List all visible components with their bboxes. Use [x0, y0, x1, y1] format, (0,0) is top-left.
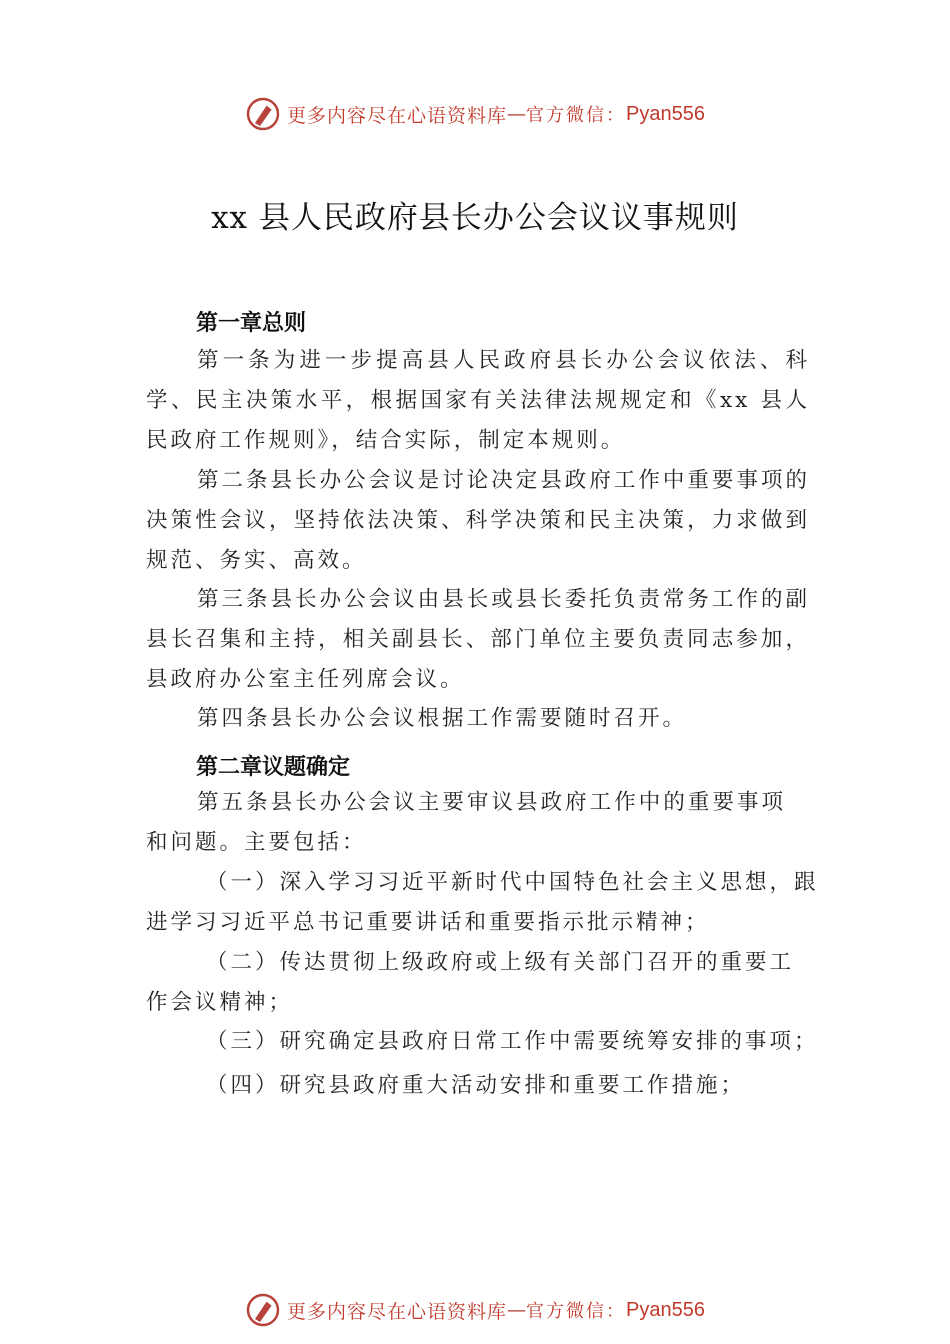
article-5: 第五条县长办公会议主要审议县政府工作中的重要事项和问题。主要包括： [146, 790, 786, 855]
article-1: 第一条为进一步提高县人民政府县长办公会议依法、科学、民主决策水平，根据国家有关法律法规规定和《xx 县人民政府工作规则》，结合实际，制定本规则。 [146, 348, 810, 453]
list-item-1: （一）深入学习习近平新时代中国特色社会主义思想，跟进学习习近平总书记重要讲话和重要指示批示精神； [146, 870, 819, 935]
watermark-dash: — [507, 1299, 527, 1321]
list-item-2: （二）传达贯彻上级政府或上级有关部门召开的重要工作会议精神； [146, 950, 795, 1015]
watermark-brand-text: 更多内容尽在心语资料库 [287, 104, 508, 127]
article-3: 第三条县长办公会议由县长或县长委托负责常务工作的副县长召集和主持，相关副县长、部门单位主要负责同志参加，县政府办公室主任列席会议。 [146, 587, 810, 692]
watermark-brand-text: 更多内容尽在心语资料库 [287, 1300, 508, 1323]
document-title: xx 县人民政府县长办公会议议事规则 [211, 200, 739, 236]
watermark-wechat-id: Pyan556 [626, 1298, 705, 1321]
list-item-4: （四）研究县政府重大活动安排和重要工作措施； [206, 1073, 746, 1098]
pen-nib-logo-icon [245, 1292, 281, 1328]
watermark-official-label: 官方微信： [526, 105, 627, 126]
pen-nib-logo-icon [245, 96, 281, 132]
watermark-dash: — [507, 103, 527, 125]
chapter2-heading: 第二章议题确定 [196, 755, 351, 780]
article-2: 第二条县长办公会议是讨论决定县政府工作中重要事项的决策性会议，坚持依法决策、科学决策和民主决策，力求做到规范、务实、高效。 [146, 468, 810, 573]
watermark-official-label: 官方微信： [526, 1301, 627, 1322]
watermark-banner-top [0, 94, 950, 134]
watermark-banner-bottom [0, 1290, 950, 1330]
watermark-wechat-id: Pyan556 [626, 102, 705, 125]
article-4: 第四条县长办公会议根据工作需要随时召开。 [197, 706, 688, 731]
chapter1-heading: 第一章总则 [196, 311, 307, 336]
list-item-3: （三）研究确定县政府日常工作中需要统筹安排的事项； [206, 1029, 819, 1054]
